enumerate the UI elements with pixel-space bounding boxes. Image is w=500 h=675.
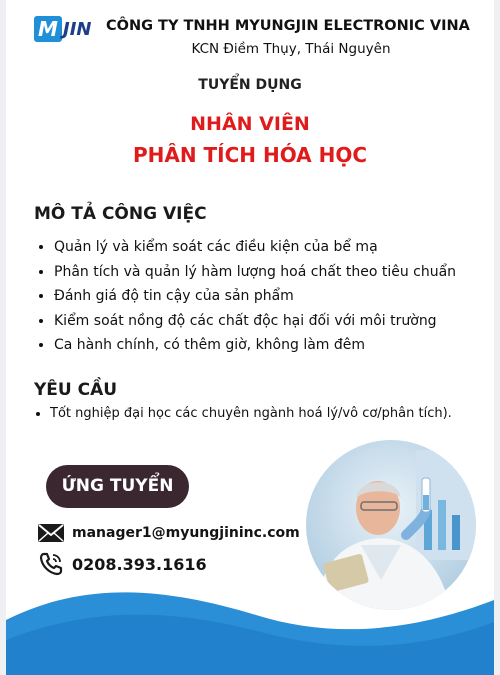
scientist-photo bbox=[306, 440, 476, 610]
company-logo bbox=[34, 14, 104, 44]
envelope-icon bbox=[36, 522, 66, 544]
company-name: CÔNG TY TNHH MYUNGJIN ELECTRONIC VINA bbox=[106, 18, 470, 34]
company-address: KCN Điềm Thụy, Thái Nguyên bbox=[191, 41, 391, 57]
contact-phone[interactable]: 0208.393.1616 bbox=[72, 554, 207, 574]
job-description-list bbox=[28, 235, 494, 358]
contact-email[interactable]: manager1@myungjininc.com bbox=[72, 525, 300, 541]
logo-mark: M bbox=[34, 16, 62, 42]
logo-wordmark: JIN bbox=[63, 18, 92, 40]
requirements-heading: YÊU CẦU bbox=[34, 380, 118, 400]
recruitment-poster bbox=[6, 0, 494, 675]
contact-email-row[interactable] bbox=[36, 522, 300, 544]
list-item: • Đánh giá độ tin cậy của sản phẩm bbox=[54, 284, 494, 309]
list-item: • Phân tích và quản lý hàm lượng hoá chất theo tiêu chuẩn bbox=[54, 260, 494, 285]
job-description-heading: MÔ TẢ CÔNG VIỆC bbox=[34, 204, 207, 224]
list-item: • Quản lý và kiểm soát các điều kiện của bể mạ bbox=[54, 235, 494, 260]
apply-button[interactable]: ỨNG TUYỂN bbox=[46, 465, 189, 508]
recruit-label: TUYỂN DỤNG bbox=[198, 77, 302, 93]
list-item: • Kiểm soát nồng độ các chất độc hại đối với môi trường bbox=[54, 309, 494, 334]
requirements-list bbox=[26, 404, 494, 424]
position-title-line2: PHÂN TÍCH HÓA HỌC bbox=[132, 143, 368, 167]
position-title-line1: NHÂN VIÊN bbox=[190, 113, 310, 135]
list-item: • Tốt nghiệp đại học các chuyên ngành hoá lý/vô cơ/phân tích). bbox=[50, 404, 494, 424]
list-item: • Ca hành chính, có thêm giờ, không làm đêm bbox=[54, 333, 494, 358]
